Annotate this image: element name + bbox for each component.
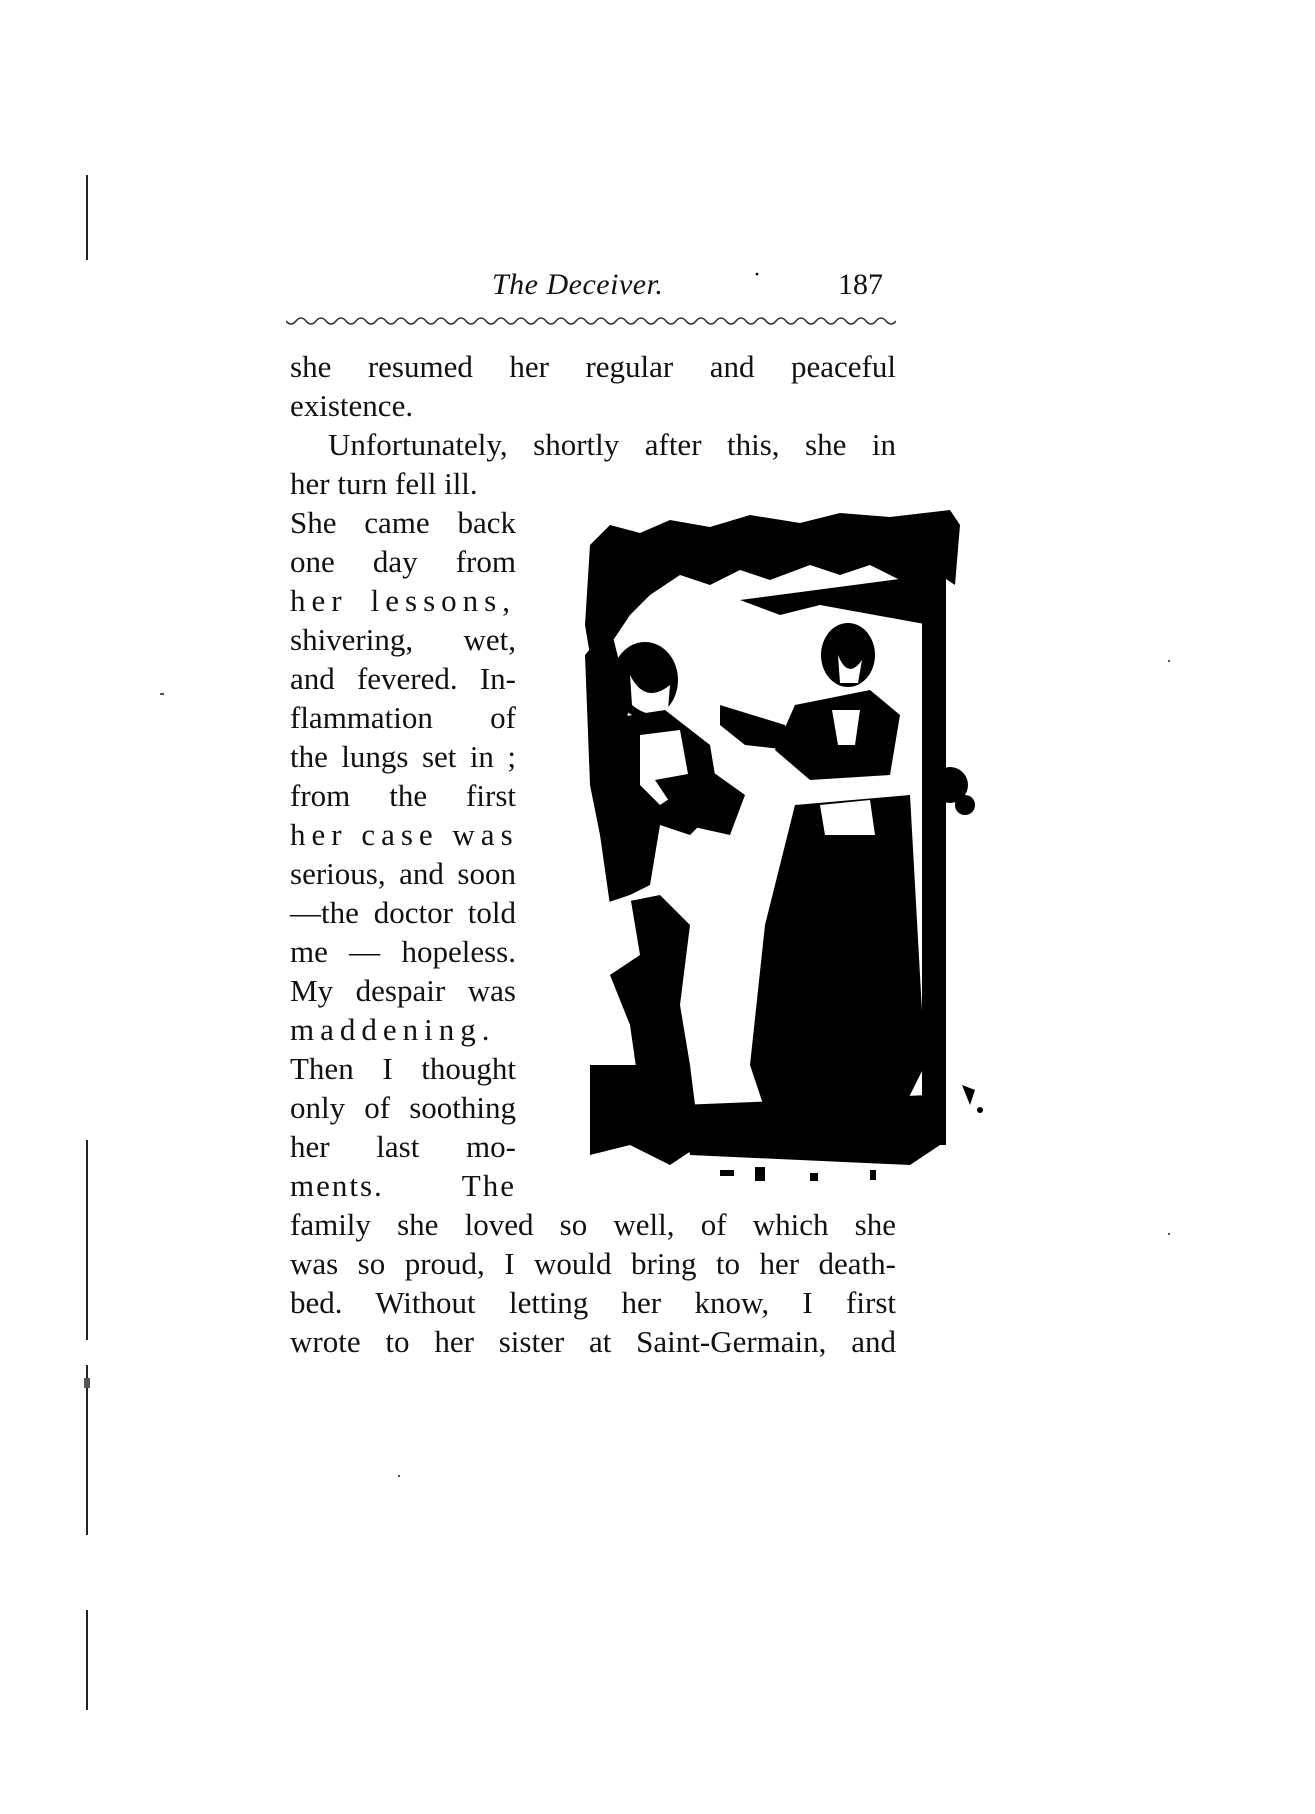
text-line: flammation of [290,700,516,735]
scan-speck [84,1378,90,1388]
running-head-mark: · [753,262,761,288]
text-line: existence. [290,388,414,423]
text-line: one day from [290,544,516,579]
header-ornament-rule [286,317,896,329]
text-line: ments. The [290,1168,516,1203]
text-line: her case was [290,817,519,852]
text-line: She came back [290,505,516,540]
text-line: serious, and soon [290,856,516,891]
text-line: family she loved so well, of which she [290,1207,896,1242]
text-line: her last mo- [290,1129,516,1164]
text-line: her lessons, [290,583,516,618]
text-line: shivering, wet, [290,622,516,657]
text-line: the lungs set in ; [290,739,516,774]
text-line: only of soothing [290,1090,516,1125]
scan-speck [398,1475,400,1477]
page-number: 187 [838,268,883,301]
margin-rule [86,1140,88,1340]
scan-speck [160,693,164,695]
text-line: Then I thought [290,1051,516,1086]
margin-rule [86,1365,88,1535]
text-line: her turn fell ill. [290,466,478,501]
scan-speck [1168,1233,1170,1235]
text-line: maddening. [290,1012,496,1047]
text-line: Unfortunately, shortly after this, she in [328,427,896,462]
illustration-engraving [570,505,990,1185]
text-line: me — hopeless. [290,934,516,969]
text-line: bed. Without letting her know, I first [290,1285,896,1320]
text-line: wrote to her sister at Saint-Germain, and [290,1324,896,1359]
text-line: —the doctor told [290,895,516,930]
text-line: from the first [290,778,516,813]
text-line: was so proud, I would bring to her death- [290,1246,896,1281]
running-head-title: The Deceiver. [492,268,664,301]
scan-speck [1168,660,1170,662]
text-line: and fevered. In- [290,661,516,696]
margin-rule [86,1610,88,1710]
text-line: she resumed her regular and peaceful [290,349,896,384]
margin-rule [86,175,88,260]
text-line: My despair was [290,973,516,1008]
